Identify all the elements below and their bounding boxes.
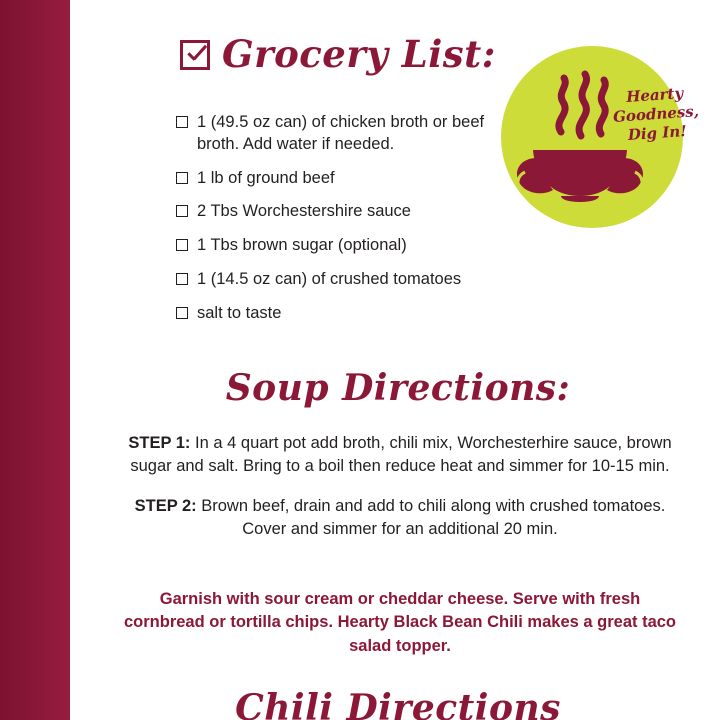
list-item-label: 1 (49.5 oz can) of chicken broth or beef broth. Add water if needed.: [197, 113, 485, 153]
list-item-label: 1 Tbs brown sugar (optional): [197, 236, 407, 255]
garnish-note: Garnish with sour cream or cheddar cheese. Serve with fresh cornbread or tortilla chips. Hearty Black Bean Chili makes a great taco salad topper.: [123, 590, 677, 655]
grocery-list-title: Grocery List:: [222, 32, 496, 76]
step-1: [120, 432, 680, 479]
list-item[interactable]: [176, 269, 506, 291]
chili-directions-title: Chili Directions: [235, 690, 561, 720]
left-maroon-strip: [0, 0, 76, 720]
list-item-label: salt to taste: [197, 303, 282, 322]
step-1-label: STEP 1:: [128, 434, 191, 452]
list-item[interactable]: [176, 303, 506, 325]
soup-directions-steps: [120, 432, 680, 558]
recipe-card: [76, 0, 720, 720]
list-item[interactable]: [176, 168, 506, 190]
list-item[interactable]: [176, 201, 506, 223]
checkbox-icon[interactable]: [176, 172, 188, 184]
hearty-goodness-badge: [501, 46, 700, 236]
checked-checkbox-icon: [180, 40, 210, 70]
list-item-label: 1 (14.5 oz can) of crushed tomatoes: [197, 269, 462, 288]
list-item[interactable]: [176, 235, 506, 257]
checkbox-icon[interactable]: [176, 273, 188, 285]
step-2: [120, 495, 680, 542]
list-item-label: 1 lb of ground beef: [197, 168, 335, 187]
chili-directions-heading-partial: [76, 690, 720, 720]
checkbox-icon[interactable]: [176, 307, 188, 319]
grocery-list: [176, 112, 506, 336]
badge-tagline: Hearty Goodness, Dig In!: [612, 84, 700, 144]
checkbox-icon[interactable]: [176, 239, 188, 251]
soup-directions-heading: [76, 367, 720, 409]
checkbox-icon[interactable]: [176, 205, 188, 217]
checkbox-icon[interactable]: [176, 116, 188, 128]
step-2-text: Brown beef, drain and add to chili along with crushed tomatoes. Cover and simmer for an additional 20 min.: [196, 496, 666, 539]
grocery-list-header: [180, 32, 496, 76]
list-item[interactable]: [176, 112, 506, 156]
step-2-label: STEP 2:: [134, 496, 197, 515]
step-1-text: In a 4 quart pot add broth, chili mix, Worchesterhire sauce, brown sugar and salt. Bring to a boil then reduce heat and simmer for 10-15 min.: [130, 434, 672, 476]
soup-directions-title: Soup Directions:: [225, 367, 571, 409]
list-item-label: 2 Tbs Worchestershire sauce: [197, 202, 411, 221]
